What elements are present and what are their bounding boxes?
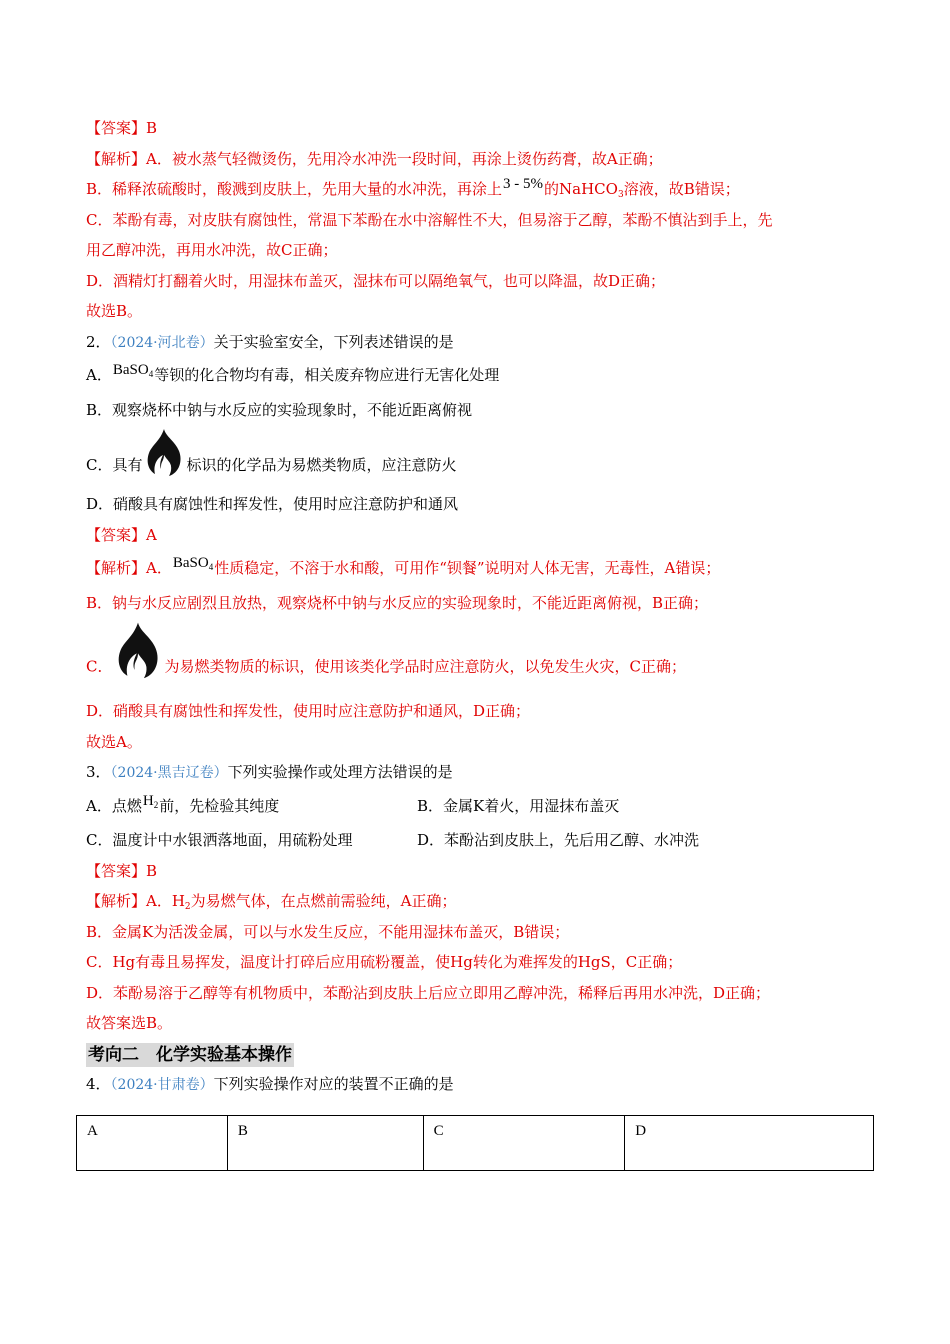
h2-formula: $H_2$	[142, 792, 159, 810]
q3-conclusion: 故答案选B。	[86, 1014, 173, 1032]
q3-options-row1	[86, 788, 876, 824]
q3-option-c: C．温度计中水银洒落地面，用硫粉处理	[86, 830, 353, 849]
baso4-formula: BaSO$_4$	[172, 555, 214, 572]
q1-analysis-b: B．稀释浓硫酸时，酸溅到皮肤上，先用大量的水冲洗，再涂上3 - 5%的NaHCO$_3$溶液，故B错误；	[86, 176, 740, 200]
q3-option-b: B．金属K着火，用湿抹布盖灭	[417, 796, 620, 815]
q2-source: （2024·河北卷）	[110, 334, 214, 351]
section-heading: 考向二 化学实验基本操作	[88, 1044, 292, 1065]
q3-answer: 【答案】B	[86, 861, 158, 880]
q2-analysis-c: C． 为易燃类物质的标识，使用该类化学品时应注意防火，以免发生火灾，C正确；	[86, 620, 876, 696]
q3-analysis-a: 【解析】A．$H_2$为易燃气体，在点燃前需验纯，A正确；	[86, 892, 457, 912]
q4-option-c-cell: C	[423, 1116, 625, 1171]
q1-answer: 【答案】B	[86, 119, 158, 137]
q2-option-b: B．观察烧杯中钠与水反应的实验现象时，不能近距离俯视	[86, 401, 473, 419]
q1-analysis-a: 【解析】A．被水蒸气轻微烫伤，先用冷水冲洗一段时间，再涂上烫伤药膏，故A正确；	[86, 149, 663, 168]
q3-source: （2024·黑吉辽卷）	[110, 765, 228, 781]
document-page	[86, 113, 876, 1100]
q1-analysis-c1: C．苯酚有毒，对皮肤有腐蚀性，常温下苯酚在水中溶解性不大，但易溶于乙醇，苯酚不慎沾到手上，先	[86, 210, 773, 229]
q2-stem: 2．（2024·河北卷）关于实验室安全，下列表述错误的是	[86, 332, 454, 351]
q1-analysis-c2: 用乙醇冲洗，再用水冲洗，故C正确；	[86, 241, 338, 259]
q2-option-a: A．BaSO$_4$等钡的化合物均有毒，相关废弃物应进行无害化处理	[86, 362, 500, 384]
q2-analysis-b: B．钠与水反应剧烈且放热，观察烧杯中钠与水反应的实验现象时，不能近距离俯视，B正确；	[86, 594, 709, 612]
q3-analysis-c: C．Hg有毒且易挥发，温度计打碎后应用硫粉覆盖，使Hg转化为难挥发的HgS，C正确；	[86, 953, 683, 971]
q4-option-a-cell: A	[77, 1116, 228, 1171]
q3-analysis-b: B．金属K为活泼金属，可以与水发生反应，不能用湿抹布盖灭，B错误；	[86, 922, 570, 941]
q4-option-b-cell: B	[227, 1116, 423, 1171]
section-heading-wrap	[86, 1039, 876, 1070]
q4-option-d-cell: D	[625, 1116, 874, 1171]
q4-options-table	[76, 1115, 874, 1171]
q3-analysis-d: D．苯酚易溶于乙醇等有机物质中，苯酚沾到皮肤上后应立即用乙醇冲洗，稀释后再用水冲洗，D正确；	[86, 983, 771, 1002]
q4-stem: 4．（2024·甘肃卷）下列实验操作对应的装置不正确的是	[86, 1075, 454, 1093]
baso4-formula: BaSO$_4$	[112, 362, 154, 379]
q2-analysis-d: D．硝酸具有腐蚀性和挥发性，使用时应注意防护和通风，D正确；	[86, 702, 531, 720]
q2-conclusion: 故选A。	[86, 732, 142, 751]
q2-option-d: D．硝酸具有腐蚀性和挥发性，使用时应注意防护和通风	[86, 495, 459, 513]
q2-answer: 【答案】A	[86, 525, 157, 544]
table-row	[77, 1116, 874, 1171]
q3-option-d: D．苯酚沾到皮肤上，先后用乙醇、水冲洗	[417, 830, 700, 849]
q4-source: （2024·甘肃卷）	[110, 1077, 214, 1093]
q1-concentration-formula: 3 - 5%	[503, 176, 544, 192]
q3-option-a: A．点燃$H_2$前，先检验其纯度	[86, 792, 280, 815]
q1-analysis-d: D．酒精灯打翻着火时，用湿抹布盖灭，湿抹布可以隔绝氧气，也可以降温，故D正确；	[86, 271, 666, 290]
q2-option-c: C．具有 标识的化学品为易燃类物质，应注意防火	[86, 427, 876, 489]
q1-conclusion: 故选B。	[86, 302, 143, 320]
q3-stem: 3．（2024·黑吉辽卷）下列实验操作或处理方法错误的是	[86, 763, 453, 781]
q2-analysis-a: 【解析】A．BaSO$_4$性质稳定，不溶于水和酸，可用作“钡餐”说明对人体无害，无毒性，A错误；	[86, 555, 721, 577]
q3-options-row2	[86, 824, 876, 856]
